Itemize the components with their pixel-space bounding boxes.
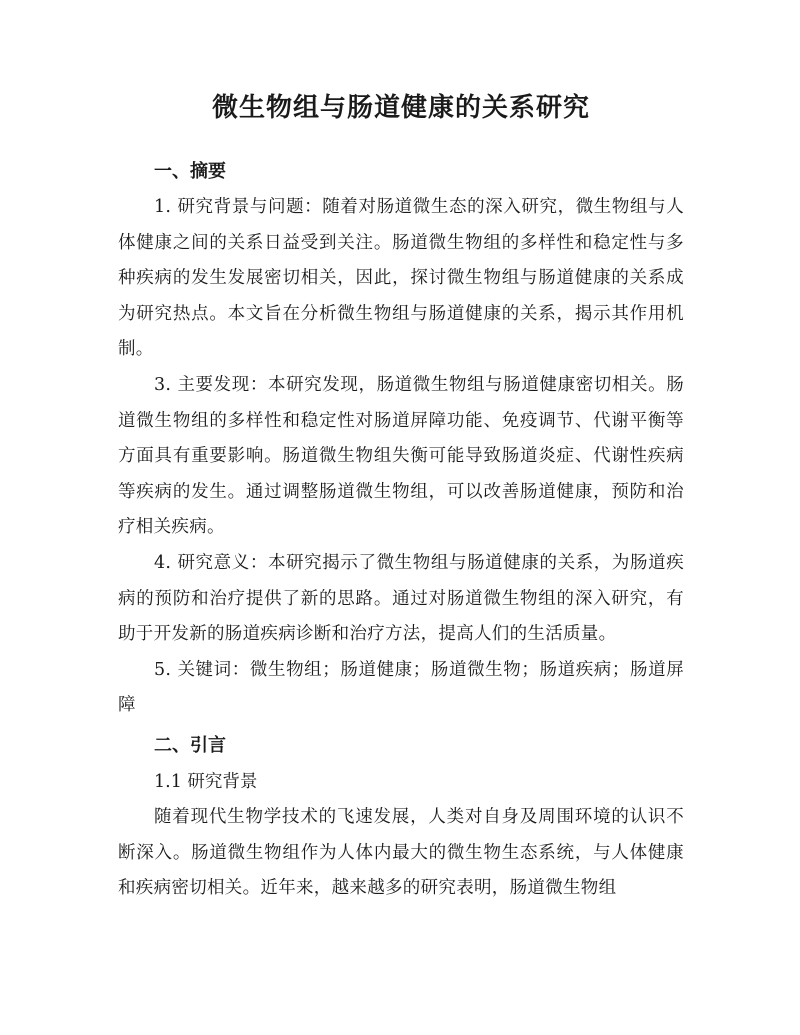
abstract-paragraph-1: 1. 研究背景与问题：随着对肠道微生态的深入研究，微生物组与人体健康之间的关系日益受到关注。肠道微生物组的多样性和稳定性与多种疾病的发生发展密切相关，因此，探讨微生物组与肠道健康的关系成为研究热点。本文旨在分析微生物组与肠道健康的关系，揭示其作用机制。	[118, 197, 684, 360]
abstract-paragraph-5: 5. 关键词：微生物组；肠道健康；肠道微生物；肠道疾病；肠道屏障	[118, 659, 684, 716]
section-heading-abstract: 一、摘要	[154, 161, 226, 182]
abstract-paragraph-4: 4. 研究意义：本研究揭示了微生物组与肠道健康的关系，为肠道疾病的预防和治疗提供了新的思路。通过对肠道微生物组的深入研究，有助于开发新的肠道疾病诊断和治疗方法，提高人们的生活质量。	[118, 552, 684, 645]
document-title: 微生物组与肠道健康的关系研究	[211, 93, 590, 123]
subsection-heading-background: 1.1 研究背景	[154, 771, 258, 792]
intro-paragraph: 随着现代生物学技术的飞速发展，人类对自身及周围环境的认识不断深入。肠道微生物组作为人体内最大的微生物生态系统，与人体健康和疾病密切相关。近年来，越来越多的研究表明，肠道微生物组	[118, 806, 684, 899]
document-page	[118, 88, 684, 907]
section-heading-introduction: 二、引言	[154, 734, 226, 756]
abstract-paragraph-3: 3. 主要发现：本研究发现，肠道微生物组与肠道健康密切相关。肠道微生物组的多样性和稳定性对肠道屏障功能、免疫调节、代谢平衡等方面具有重要影响。肠道微生物组失衡可能导致肠道炎症、代谢性疾病等疾病的发生。通过调整肠道微生物组，可以改善肠道健康，预防和治疗相关疾病。	[118, 374, 684, 538]
